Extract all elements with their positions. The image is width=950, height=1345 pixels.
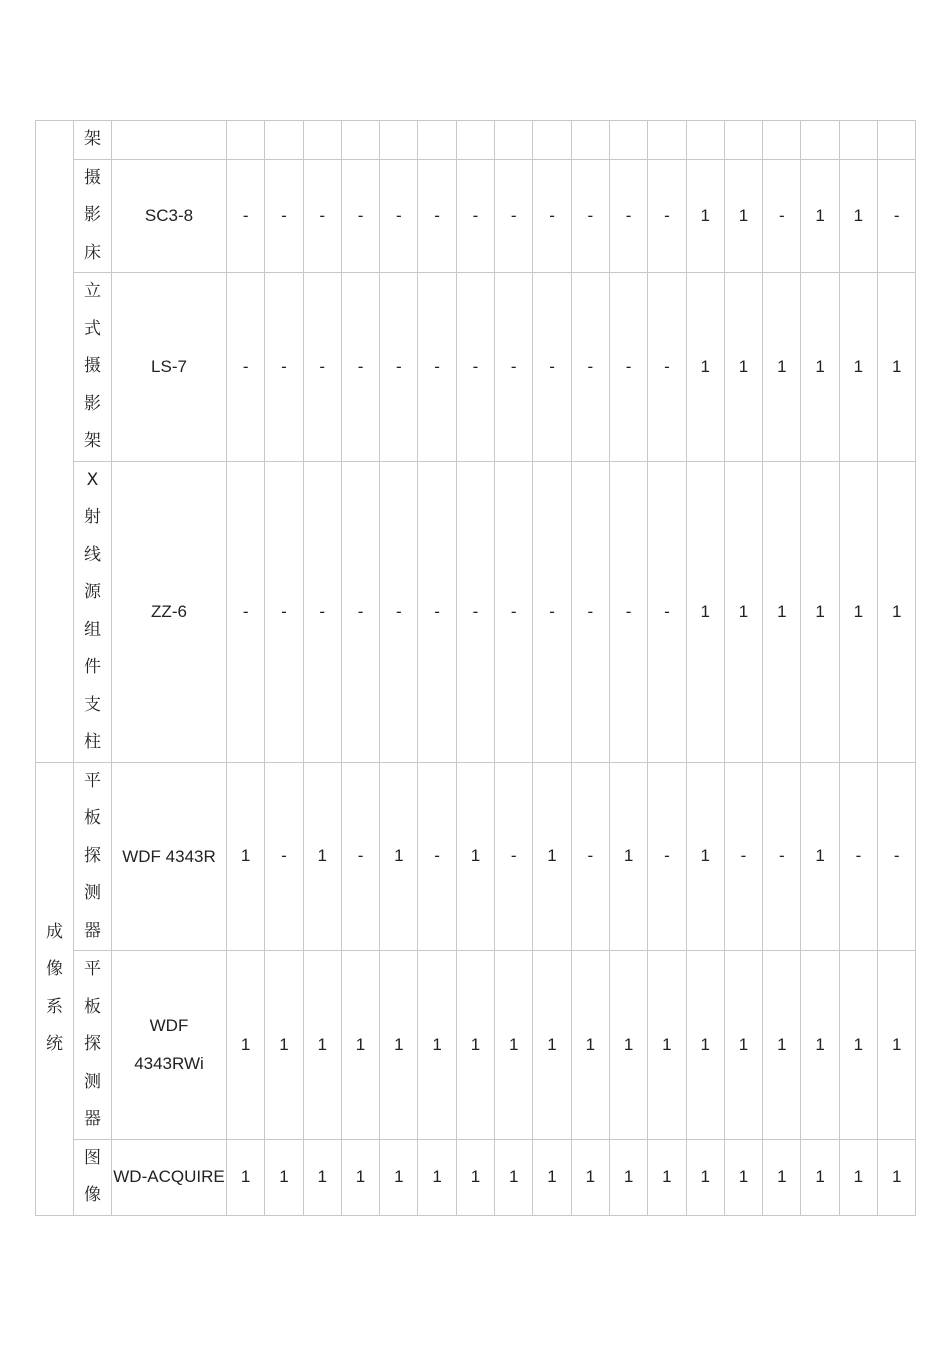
config-value-cell: 1 bbox=[878, 461, 916, 762]
config-value-cell: - bbox=[495, 159, 533, 273]
component-name: 摄影床 bbox=[83, 167, 101, 263]
table-row bbox=[36, 762, 916, 951]
component-name-cell bbox=[74, 273, 112, 462]
config-value-cell: - bbox=[609, 461, 647, 762]
config-value-cell: 1 bbox=[227, 951, 265, 1140]
config-value-cell: 1 bbox=[571, 1139, 609, 1215]
config-value-cell bbox=[418, 121, 456, 160]
config-value-cell bbox=[227, 121, 265, 160]
config-value-cell: - bbox=[265, 762, 303, 951]
config-value-cell bbox=[380, 121, 418, 160]
config-value-cell: 1 bbox=[878, 273, 916, 462]
config-value-cell: - bbox=[495, 461, 533, 762]
config-value-cell: 1 bbox=[380, 762, 418, 951]
config-value-cell: - bbox=[380, 159, 418, 273]
config-value-cell bbox=[303, 121, 341, 160]
model-label: WDF 4343RWi bbox=[134, 1016, 204, 1073]
config-value-cell: - bbox=[571, 461, 609, 762]
config-value-cell: - bbox=[418, 762, 456, 951]
config-value-cell: - bbox=[418, 461, 456, 762]
config-value-cell bbox=[265, 121, 303, 160]
model-cell bbox=[112, 461, 227, 762]
config-value-cell: 1 bbox=[801, 762, 839, 951]
config-value-cell: - bbox=[227, 273, 265, 462]
config-value-cell: - bbox=[724, 762, 762, 951]
model-cell bbox=[112, 951, 227, 1140]
config-value-cell: - bbox=[418, 273, 456, 462]
config-value-cell: - bbox=[495, 273, 533, 462]
config-value-cell: - bbox=[265, 461, 303, 762]
component-name: 架 bbox=[83, 129, 101, 149]
config-value-cell: 1 bbox=[686, 461, 724, 762]
config-value-cell bbox=[724, 121, 762, 160]
config-value-cell: 1 bbox=[533, 1139, 571, 1215]
config-value-cell: - bbox=[571, 762, 609, 951]
component-name-cell bbox=[74, 121, 112, 160]
component-name: 平板探测器 bbox=[83, 770, 101, 941]
config-value-cell: 1 bbox=[724, 1139, 762, 1215]
config-value-cell: 1 bbox=[763, 461, 801, 762]
config-value-cell: 1 bbox=[609, 762, 647, 951]
config-value-cell bbox=[495, 121, 533, 160]
config-value-cell: 1 bbox=[839, 461, 877, 762]
config-value-cell: 1 bbox=[265, 951, 303, 1140]
config-value-cell: - bbox=[533, 273, 571, 462]
config-value-cell: - bbox=[341, 762, 379, 951]
config-value-cell: 1 bbox=[839, 951, 877, 1140]
config-value-cell: 1 bbox=[303, 762, 341, 951]
config-value-cell: 1 bbox=[648, 951, 686, 1140]
config-value-cell: 1 bbox=[303, 1139, 341, 1215]
table-row bbox=[36, 121, 916, 160]
config-value-cell: - bbox=[533, 159, 571, 273]
component-name-cell bbox=[74, 762, 112, 951]
model-label: SC3-8 bbox=[144, 206, 194, 225]
config-value-cell: 1 bbox=[418, 951, 456, 1140]
config-value-cell: 1 bbox=[724, 273, 762, 462]
config-value-cell: 1 bbox=[801, 273, 839, 462]
config-value-cell: - bbox=[418, 159, 456, 273]
config-value-cell: - bbox=[341, 461, 379, 762]
config-value-cell: - bbox=[571, 159, 609, 273]
config-value-cell: 1 bbox=[495, 1139, 533, 1215]
config-value-cell: - bbox=[533, 461, 571, 762]
component-name: 平板探测器 bbox=[83, 959, 101, 1129]
config-value-cell: - bbox=[380, 273, 418, 462]
config-value-cell: 1 bbox=[686, 159, 724, 273]
config-table bbox=[35, 120, 916, 1216]
table-row bbox=[36, 461, 916, 762]
config-value-cell: 1 bbox=[724, 159, 762, 273]
config-value-cell: - bbox=[571, 273, 609, 462]
config-value-cell: 1 bbox=[265, 1139, 303, 1215]
config-value-cell: 1 bbox=[456, 762, 494, 951]
model-cell bbox=[112, 121, 227, 160]
model-label: WDF 4343R bbox=[122, 846, 216, 866]
model-cell bbox=[112, 273, 227, 462]
config-value-cell: 1 bbox=[495, 951, 533, 1140]
config-value-cell: - bbox=[265, 273, 303, 462]
config-value-cell bbox=[648, 121, 686, 160]
config-value-cell: - bbox=[341, 159, 379, 273]
config-value-cell: 1 bbox=[571, 951, 609, 1140]
component-name-cell bbox=[74, 159, 112, 273]
config-value-cell: - bbox=[763, 762, 801, 951]
config-value-cell: - bbox=[609, 159, 647, 273]
config-value-cell: 1 bbox=[763, 1139, 801, 1215]
config-value-cell: - bbox=[878, 762, 916, 951]
config-value-cell: - bbox=[839, 762, 877, 951]
config-value-cell: 1 bbox=[533, 951, 571, 1140]
config-value-cell: - bbox=[303, 159, 341, 273]
config-value-cell: - bbox=[609, 273, 647, 462]
config-value-cell: 1 bbox=[341, 1139, 379, 1215]
config-value-cell: 1 bbox=[724, 951, 762, 1140]
config-value-cell: 1 bbox=[878, 1139, 916, 1215]
equipment-config-table bbox=[35, 120, 915, 1216]
config-value-cell: 1 bbox=[533, 762, 571, 951]
config-value-cell bbox=[456, 121, 494, 160]
config-value-cell: - bbox=[648, 762, 686, 951]
config-value-cell: - bbox=[763, 159, 801, 273]
config-value-cell: - bbox=[341, 273, 379, 462]
config-value-cell: - bbox=[878, 159, 916, 273]
config-value-cell: 1 bbox=[380, 951, 418, 1140]
config-value-cell: - bbox=[265, 159, 303, 273]
component-name-cell bbox=[74, 461, 112, 762]
model-cell bbox=[112, 762, 227, 951]
config-value-cell bbox=[763, 121, 801, 160]
model-cell bbox=[112, 1139, 227, 1215]
config-value-cell: 1 bbox=[839, 159, 877, 273]
config-value-cell: 1 bbox=[839, 1139, 877, 1215]
config-value-cell: - bbox=[227, 159, 265, 273]
table-row bbox=[36, 273, 916, 462]
config-value-cell: 1 bbox=[609, 1139, 647, 1215]
config-value-cell: 1 bbox=[380, 1139, 418, 1215]
config-value-cell: 1 bbox=[763, 273, 801, 462]
config-value-cell: 1 bbox=[227, 1139, 265, 1215]
config-value-cell bbox=[686, 121, 724, 160]
config-value-cell: 1 bbox=[878, 951, 916, 1140]
config-value-cell: 1 bbox=[839, 273, 877, 462]
config-value-cell: 1 bbox=[801, 461, 839, 762]
component-name-cell bbox=[74, 1139, 112, 1215]
config-value-cell: 1 bbox=[456, 1139, 494, 1215]
config-value-cell: - bbox=[227, 461, 265, 762]
config-value-cell: - bbox=[648, 159, 686, 273]
config-value-cell: - bbox=[456, 461, 494, 762]
config-value-cell bbox=[533, 121, 571, 160]
table-row bbox=[36, 1139, 916, 1215]
config-value-cell: 1 bbox=[724, 461, 762, 762]
config-value-cell: - bbox=[648, 461, 686, 762]
config-value-cell: 1 bbox=[303, 951, 341, 1140]
config-value-cell: 1 bbox=[418, 1139, 456, 1215]
config-value-cell: 1 bbox=[801, 159, 839, 273]
config-value-cell: 1 bbox=[686, 1139, 724, 1215]
config-value-cell bbox=[878, 121, 916, 160]
config-value-cell: 1 bbox=[609, 951, 647, 1140]
config-value-cell: 1 bbox=[227, 762, 265, 951]
table-row bbox=[36, 951, 916, 1140]
component-name: 立式摄影架 bbox=[83, 281, 101, 451]
category-cell-imaging bbox=[36, 762, 74, 1215]
config-value-cell: - bbox=[303, 461, 341, 762]
config-value-cell: 1 bbox=[801, 951, 839, 1140]
config-value-cell: 1 bbox=[801, 1139, 839, 1215]
component-name: 图像 bbox=[83, 1147, 101, 1205]
config-value-cell: 1 bbox=[686, 951, 724, 1140]
config-value-cell bbox=[609, 121, 647, 160]
model-label: WD-ACQUIRE bbox=[113, 1167, 225, 1187]
config-value-cell: - bbox=[380, 461, 418, 762]
model-label: ZZ-6 bbox=[151, 601, 187, 621]
component-name-cell bbox=[74, 951, 112, 1140]
table-row bbox=[36, 159, 916, 273]
config-value-cell bbox=[801, 121, 839, 160]
config-value-cell: 1 bbox=[686, 762, 724, 951]
component-name: X射线源组件支柱 bbox=[83, 469, 101, 752]
config-value-cell: 1 bbox=[686, 273, 724, 462]
config-value-cell: - bbox=[456, 159, 494, 273]
config-value-cell bbox=[341, 121, 379, 160]
model-label: LS-7 bbox=[151, 357, 187, 376]
config-value-cell: 1 bbox=[456, 951, 494, 1140]
config-value-cell: 1 bbox=[341, 951, 379, 1140]
config-value-cell: 1 bbox=[648, 1139, 686, 1215]
config-value-cell bbox=[839, 121, 877, 160]
config-value-cell: - bbox=[456, 273, 494, 462]
category-label: 成像系统 bbox=[45, 921, 63, 1054]
config-value-cell: - bbox=[495, 762, 533, 951]
model-cell bbox=[112, 159, 227, 273]
config-value-cell: - bbox=[303, 273, 341, 462]
config-value-cell: - bbox=[648, 273, 686, 462]
category-cell-empty bbox=[36, 121, 74, 763]
config-value-cell bbox=[571, 121, 609, 160]
config-value-cell: 1 bbox=[763, 951, 801, 1140]
